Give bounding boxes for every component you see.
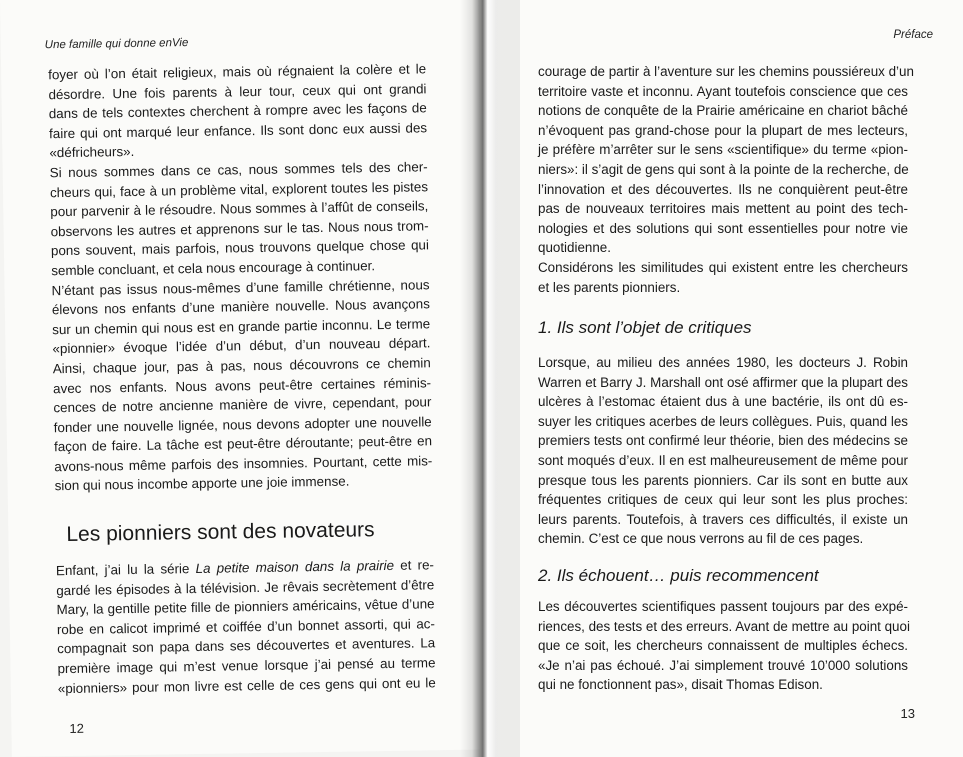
text-line: Si nous sommes dans ce cas, nous sommes tels des cher-: [49, 159, 428, 181]
paragraph: [51, 275, 432, 496]
text-line: désordre. Une fois parents à leur tour, ceux qui ont grandi: [48, 80, 427, 102]
text-line: leurs parents. Toutefois, à travers ces difficultés, il existe un: [538, 511, 908, 527]
text-line: pons souvent, mais parfois, nous trouvons quelque chose qui: [50, 237, 430, 259]
text-run: Enfant, j’ai lu la série: [55, 560, 196, 579]
text-line: fonder une nouvelle lignée, nous devons adopter une nouvelle: [53, 413, 432, 435]
text-line: fréquentes critiques de ceux qui leur sont les plus proches:: [538, 492, 908, 508]
text-line: cheurs qui, face à un problème vital, explorent toutes les pistes: [49, 178, 429, 200]
text-line: Mary, la gentille petite fille de pionniers américains, vêtue d’une: [56, 596, 435, 618]
text-line: «défricheurs».: [49, 144, 135, 161]
text-line: avec nos enfants. Nous avons peut-être certaines réminis-: [52, 374, 432, 396]
section1-text: [538, 353, 908, 549]
text-line: «Je n’ai pas échoué. J’ai simplement trouvé 10’000 solutions: [538, 657, 908, 673]
text-line: presque tous les parents pionniers. Car ils sont en butte aux: [538, 472, 908, 488]
text-line: nologies et des solutions qui sont essentielles pour notre vie: [538, 220, 908, 236]
text-line: observons les autres et apprenons sur le tas. Nous nous trom-: [50, 218, 429, 239]
paragraph: [538, 258, 908, 297]
text-line: Ainsi, chaque jour, pas à pas, nous découvrons ce chemin: [52, 355, 431, 377]
text-line: Les découvertes scientifiques passent toujours par des expé-: [538, 599, 908, 614]
running-head-right: Préface: [893, 29, 933, 41]
text-line: sur un chemin qui nous est en grande partie inconnu. Le terme: [52, 316, 431, 337]
text-line: gardé les épisodes à la télévision. Je rêvais secrètement d’être: [56, 576, 435, 598]
text-line: quotidienne.: [538, 240, 611, 256]
text-line: suyer les critiques acerbes de leurs collègues. Puis, quand les: [538, 413, 908, 429]
text-line: niers»: il s’agit de gens qui sont à la pointe de la recherche, de: [538, 161, 909, 177]
text-line: premiers tests ont confirmé leur théorie, bien des médecins se: [538, 433, 908, 449]
running-head-left: Une famille qui donne enVie: [44, 37, 189, 52]
text-line: compagnait son papa dans ses découvertes et aventures. La: [57, 635, 436, 657]
text-line: «pionnier» évoque l’idée d’un début, d’un nouveau départ.: [52, 335, 431, 357]
right-page: [480, 0, 963, 757]
paragraph: [56, 555, 436, 698]
right-body-text: [538, 62, 914, 297]
text-line: n’évoquent pas grand-chose pour la plupart de mes lecteurs,: [538, 122, 908, 138]
text-line: semble concluant, et cela nous encourage à continuer.: [51, 258, 376, 279]
paragraph: [50, 157, 430, 280]
text-line: sion qui nous incombe apporte une joie immense.: [54, 474, 350, 494]
text-line: territoire vaste et inconnu. Ayant toutefois conscience que ces: [538, 83, 908, 99]
text-line: première image qui m’est venue lorsque j’ai pensé au terme: [57, 655, 436, 677]
text-line: courage de partir à l’aventure sur les chemins poussiéreux d’un: [538, 64, 914, 79]
left-body-text: [48, 59, 433, 496]
text-run: et re-: [393, 557, 435, 573]
subsection-heading-2: 2. Ils échouent… puis recommencent: [538, 566, 819, 585]
text-line: cences de notre ancienne manière de vivre, cependant, pour: [53, 394, 432, 416]
section-heading: Les pionniers sont des novateurs: [66, 518, 375, 547]
text-line: foyer où l’on était religieux, mais où régnaient la colère et le: [48, 61, 427, 83]
text-line: qui ne fonctionnent pas», disait Thomas Edison.: [538, 677, 823, 693]
text-line: notions de conquête de la Prairie américaine en chariot bâché: [538, 103, 908, 119]
text-line: robe en calicot imprimé et coiffée d’un bonnet assorti, qui ac-: [56, 616, 435, 637]
text-line: riences, des tests et des erreurs. Avant de mettre au point quoi: [538, 618, 910, 634]
text-line: Considérons les similitudes qui existent entre les chercheurs: [538, 259, 908, 275]
left-closing-text: [56, 555, 436, 698]
text-line: N’étant pas issus nous-mêmes d’une famille chrétienne, nous: [51, 276, 430, 298]
text-line: élevons nos enfants d’une manière nouvelle. Nous avançons: [51, 296, 430, 318]
page-number-right: 13: [900, 706, 915, 721]
paragraph: [538, 353, 908, 549]
text-line: que ce soit, les chercheurs connaissent de multiples échecs.: [538, 638, 908, 654]
paragraph: [538, 597, 908, 695]
paragraph: [48, 59, 427, 163]
text-line: façon de faire. La tâche est peut-être déroutante; peut-être en: [53, 433, 433, 455]
paragraph: [538, 62, 914, 258]
section2-text: [538, 597, 908, 695]
page-number-left: 12: [69, 720, 85, 736]
subsection-heading-1: 1. Ils sont l’objet de critiques: [538, 318, 752, 337]
text-line: pour parvenir à le résoudre. Nous sommes à l’affût de conseils,: [50, 198, 429, 220]
text-line: chemin. C’est ce que nous verrons au fil de ces pages.: [538, 531, 864, 547]
book-title: La petite maison dans la prairie: [195, 557, 395, 576]
text-line: je préfère m’arrêter sur le sens «scientifique» du terme «pion-: [538, 142, 908, 158]
text-line: faire qui ont marqué leur enfance. Ils sont donc eux aussi des: [48, 120, 428, 142]
text-line: «pionniers» pour mon livre est celle de ces gens qui ont eu le: [57, 674, 436, 696]
text-line: avons-nous même parfois des insomnies. Pourtant, cette mis-: [54, 453, 433, 475]
text-line: Lorsque, au milieu des années 1980, les docteurs J. Robin: [538, 355, 908, 370]
text-line: dans de tels contextes cherchent à rompre avec les façons de: [48, 100, 427, 122]
text-line: l’innovation et des découvertes. Ils ne conquièrent peut-être: [538, 181, 908, 197]
text-line: ulcères à l’estomac étaient dus à une bactérie, ils ont dû es-: [538, 394, 908, 410]
text-line: sont moqués d’eux. Il en est malheureusement de même pour: [538, 452, 908, 468]
text-line: et les parents pionniers.: [538, 279, 681, 295]
text-line: pas de nouveaux territoires mais mettent au point des tech-: [538, 201, 908, 217]
text-line: Warren et Barry J. Marshall ont osé affirmer que la plupart des: [538, 374, 908, 390]
